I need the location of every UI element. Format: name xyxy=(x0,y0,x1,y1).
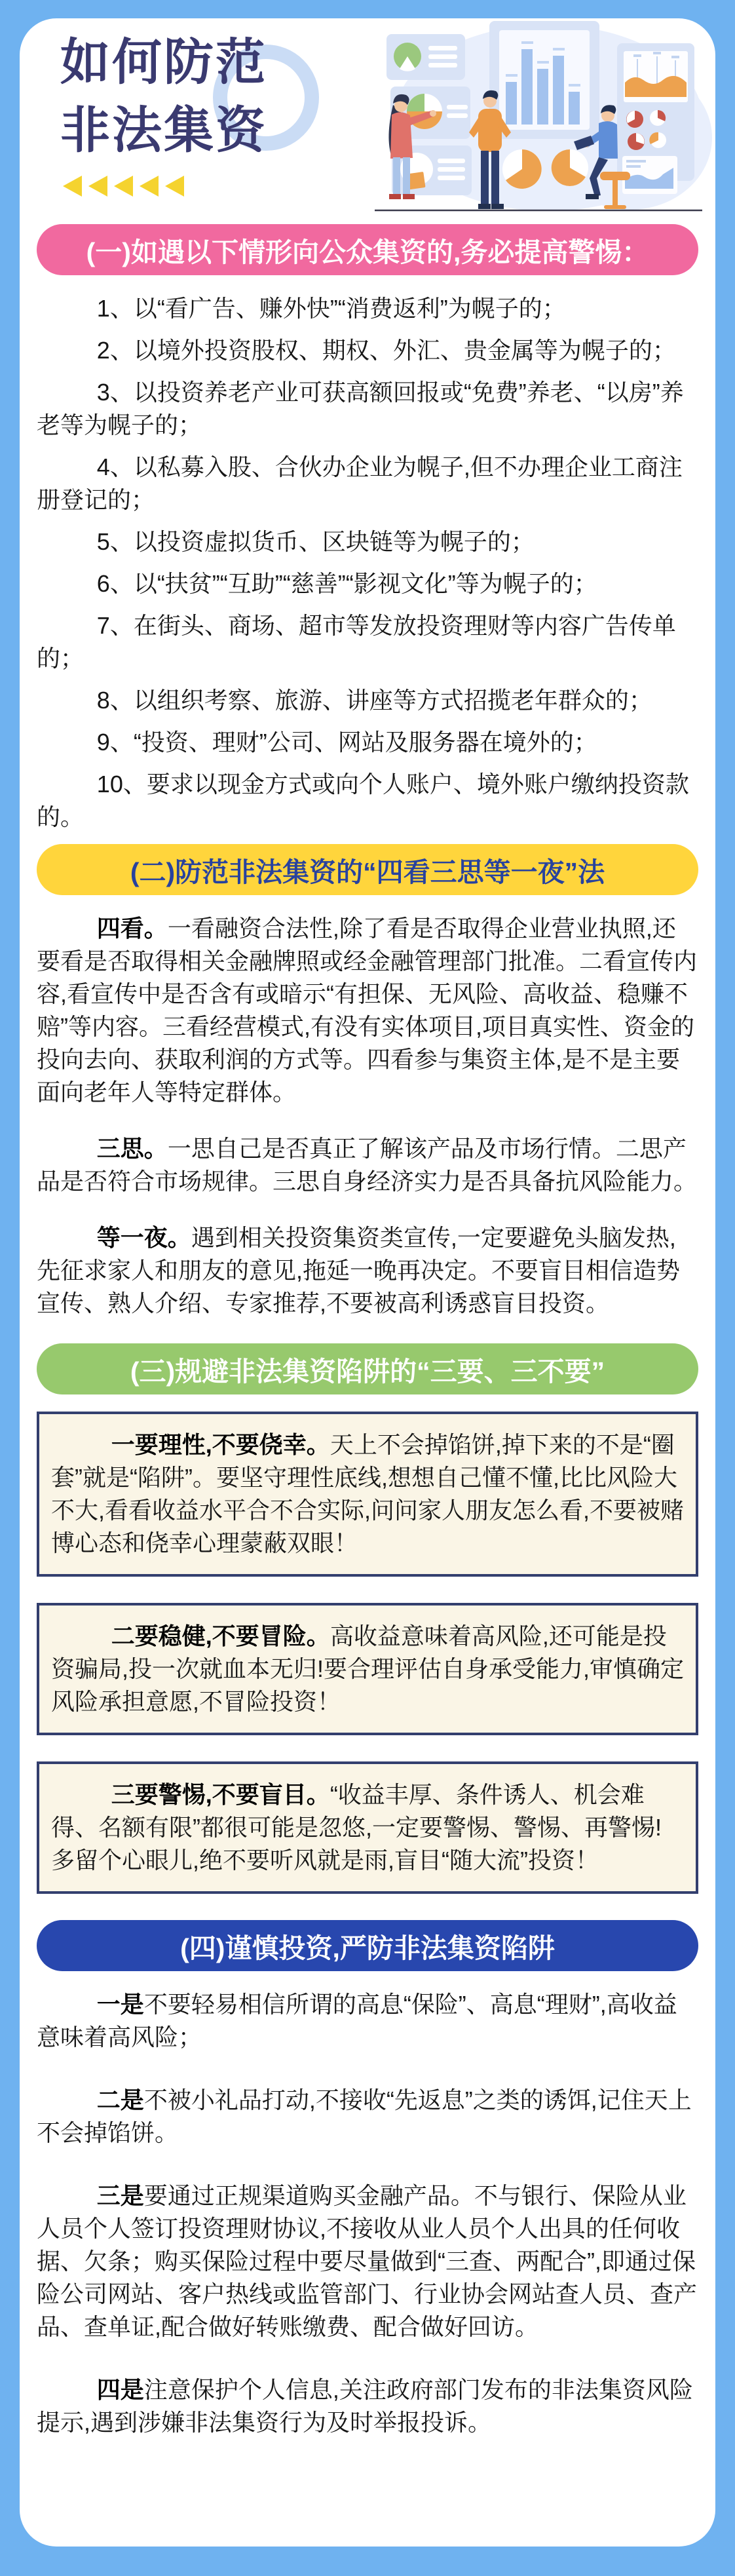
paragraph-lead: 三思。 xyxy=(96,1135,168,1162)
paragraph-lead: 一是 xyxy=(96,1991,144,2018)
warning-box-3 xyxy=(37,1761,698,1894)
left-triangle-icon xyxy=(88,176,107,197)
paragraph-lead: 四是 xyxy=(96,2376,144,2403)
title-line-1: 如何防范 xyxy=(60,35,267,90)
paragraph-text: 一思自己是否真正了解该产品及市场行情。二思产品是否符合市场规律。三思自身经济实力是否具备抗风险能力。 xyxy=(37,1135,698,1195)
warning-box-text xyxy=(51,1620,684,1718)
list-item-7: 7、在街头、商场、超市等发放投资理财等内容广告传单的； xyxy=(37,612,676,672)
list-item-6: 6、以“扶贫”“互助”“慈善”“影视文化”等为幌子的； xyxy=(96,570,597,597)
list-item-10: 10、要求以现金方式或向个人账户、境外账户缴纳投资款的。 xyxy=(37,771,689,830)
paragraph-point-1 xyxy=(37,1988,698,2054)
paragraph-lead: 二是 xyxy=(96,2086,144,2113)
hero-header xyxy=(20,18,715,216)
poster-card xyxy=(20,18,715,2547)
list-item-4: 4、以私募入股、合伙办企业为幌子,但不办理企业工商注册登记的； xyxy=(37,453,683,513)
list-item-2: 2、以境外投资股权、期权、外汇、贵金属等为幌子的； xyxy=(96,337,676,364)
section-3-header: (三)规避非法集资陷阱的“三要、三不要” xyxy=(37,1343,698,1394)
paragraph-wait-a-night xyxy=(37,1221,698,1320)
paragraph-text: 一看融资合法性,除了看是否取得企业营业执照,还要看是否取得相关金融牌照或经金融管理部门批准。二看宣传内容,看宣传中是否含有或暗示“有担保、无风险、高收益、稳赚不赔”等内容。三看经营模式,有没有实体项目,项目真实性、资金的投向去向、获取利润的方式等。四看参与集资主体,是不是主要面向老年人等特定群体。 xyxy=(37,915,698,1105)
section-4-header: (四)谨慎投资,严防非法集资陷阱 xyxy=(37,1920,698,1971)
paragraph-lead: 等一夜。 xyxy=(96,1224,191,1251)
poster-content xyxy=(20,224,715,2439)
warning-box-lead: 三要警惕,不要盲目。 xyxy=(111,1781,330,1808)
left-triangle-icon xyxy=(140,176,159,197)
list-item-8: 8、以组织考察、旅游、讲座等方式招揽老年群众的； xyxy=(96,687,652,714)
paragraph-three-thinks xyxy=(37,1132,698,1198)
paragraph-point-3 xyxy=(37,2180,698,2343)
paragraph-lead: 三是 xyxy=(96,2182,144,2209)
paragraph-point-4 xyxy=(37,2374,698,2439)
left-triangle-icon xyxy=(63,176,82,197)
paragraph-text: 要通过正规渠道购买金融产品。不与银行、保险从业人员个人签订投资理财协议,不接收从业人员个人出具的任何收据、欠条；购买保险过程中要尽量做到“三查、两配合”,即通过保险公司网站、客户热线或监管部门、行业协会网站查人员、查产品、查单证,配合做好转账缴费、配合做好回访。 xyxy=(37,2182,698,2340)
title-line-2: 非法集资 xyxy=(60,103,267,159)
section-2-header: (二)防范非法集资的“四看三思等一夜”法 xyxy=(37,844,698,895)
list-item-3: 3、以投资养老产业可获高额回报或“免费”养老、“以房”养老等为幌子的； xyxy=(37,379,684,438)
section-1-header: (一)如遇以下情形向公众集资的,务必提高警惕： xyxy=(37,224,698,275)
warning-box-text xyxy=(51,1429,684,1560)
left-triangle-icon xyxy=(165,176,184,197)
list-item-1: 1、以“看广告、赚外快”“消费返利”为幌子的； xyxy=(96,295,566,322)
paragraph-text: 不要轻易相信所谓的高息“保险”、高息“理财”,高收益意味着高风险； xyxy=(37,1991,677,2050)
warning-box-2 xyxy=(37,1603,698,1735)
paragraph-four-looks xyxy=(37,912,698,1109)
paragraph-text: 注意保护个人信息,关注政府部门发布的非法集资风险提示,遇到涉嫌非法集资行为及时举报投诉。 xyxy=(37,2376,693,2436)
list-item-9: 9、“投资、理财”公司、网站及服务器在境外的； xyxy=(96,729,597,756)
warning-box-body: 天上不会掉馅饼,掉下来的不是“圈套”就是“陷阱”。要坚守理性底线,想想自己懂不懂,比比风险大不大,看看收益水平合不合实际,问问家人朋友怎么看,不要被赌博心态和侥幸心理蒙蔽双眼！ xyxy=(51,1431,685,1556)
paragraph-lead: 四看。 xyxy=(96,915,168,942)
warning-box-lead: 二要稳健,不要冒险。 xyxy=(111,1623,330,1649)
warning-box-body: “收益丰厚、条件诱人、机会难得、名额有限”都很可能是忽悠,一定要警惕、警惕、再警惕!多留个心眼儿,绝不要听风就是雨,盲目“随大流”投资！ xyxy=(51,1781,662,1874)
list-item-5: 5、以投资虚拟货币、区块链等为幌子的； xyxy=(96,528,535,555)
warning-box-body: 高收益意味着高风险,还可能是投资骗局,投一次就血本无归!要合理评估自身承受能力,审慎确定风险承担意愿,不冒险投资！ xyxy=(51,1623,685,1715)
poster-title xyxy=(60,29,267,165)
left-arrows-icon xyxy=(63,176,184,197)
paragraph-text: 遇到相关投资集资类宣传,一定要避免头脑发热,先征求家人和朋友的意见,拖延一晚再决定。不要盲目相信造势宣传、熟人介绍、专家推荐,不要被高利诱惑盲目投资。 xyxy=(37,1224,681,1317)
warning-box-1 xyxy=(37,1412,698,1577)
left-triangle-icon xyxy=(114,176,133,197)
warning-box-text xyxy=(51,1778,684,1877)
warning-box-lead: 一要理性,不要侥幸。 xyxy=(111,1431,330,1458)
paragraph-point-2 xyxy=(37,2084,698,2149)
people-charts-illustration xyxy=(375,20,715,216)
paragraph-text: 不被小礼品打动,不接收“先返息”之类的诱饵,记住天上不会掉馅饼。 xyxy=(37,2086,692,2146)
